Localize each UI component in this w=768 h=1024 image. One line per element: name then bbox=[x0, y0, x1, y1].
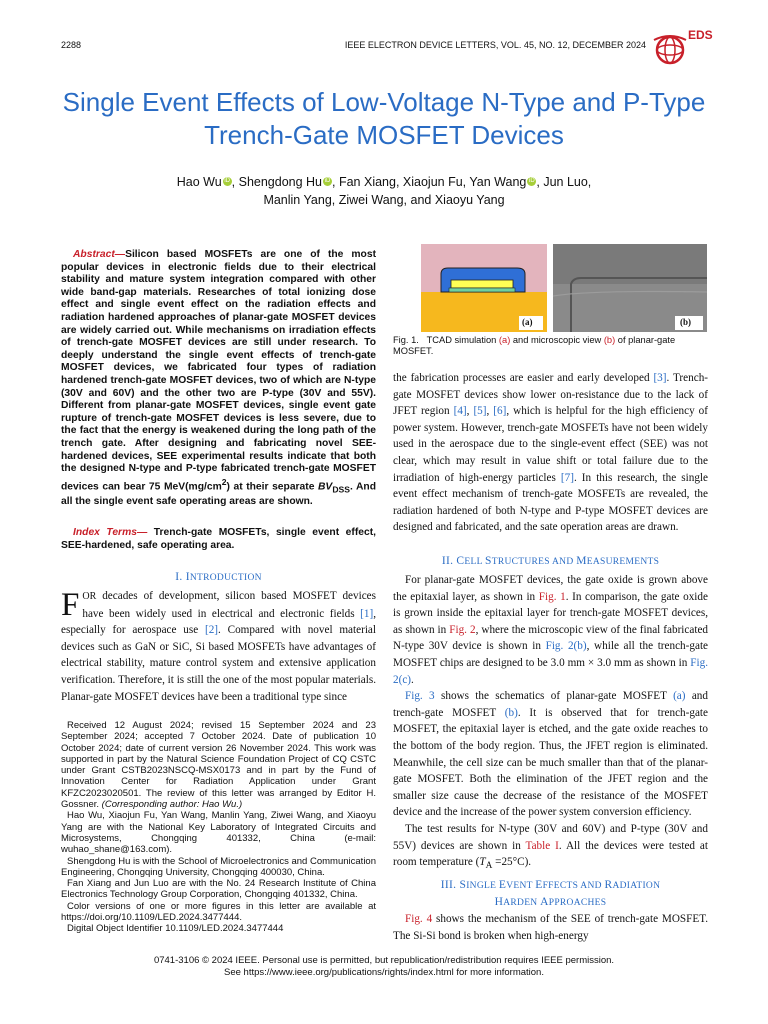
figure-1 bbox=[421, 244, 707, 332]
figure-ref-link[interactable]: Fig. 2 bbox=[449, 623, 476, 636]
page-number: 2288 bbox=[61, 40, 82, 50]
figure-ref-link[interactable]: Fig. 1 bbox=[538, 590, 566, 603]
figure-subref-link[interactable]: (a) bbox=[498, 335, 511, 345]
abstract-sub: DSS bbox=[332, 484, 350, 495]
orcid-icon[interactable]: iD bbox=[529, 178, 535, 184]
section-heading-introduction: I. INTRODUCTION bbox=[175, 571, 262, 583]
abstract: Abstract—Silicon based MOSFETs are one of the most popular devices in electronic fields due to their electrical stability and mature system integration compared with other wide band-gap materials. Researches of total ionizing dose effect and single event effect on the radiation effects and radiation hardened approaches of planar-gate MOSFET devices are widely carried out. While mechanisms on irradiation effects of trench-gate MOSFET devices are still under research. To deeply understand the single event effects of trench-gate MOSFET devices, we fabricated four types of radiation hardened trench-gate MOSFET devices, two of which are N-type (30V and 60V) and the other two are P-type (30V and 55V). Different from planar-gate MOSFET devices, single event gate rupture of trench-gate MOSFET devices is less severe, due to the fact that the energy is weakened during the long path of the trench gate. After designing and fabricating novel SEE-hardened devices, SEE experimental results indicate that both the designed N-type and P-type fabricated trench-gate MOSFET devices can bear 75 $MeV(mg/cm^2)$ at their separate $BV_{DSS}$. And all the single event safe operating areas are shown. bbox=[61, 249, 377, 507]
eds-logo-text: EDS bbox=[688, 28, 713, 42]
eds-logo bbox=[648, 28, 713, 72]
figure-1-caption: Fig. 1. TCAD simulation (a) and microscopic view (b) of planar-gate MOSFET. bbox=[393, 335, 676, 357]
figure-subref-link[interactable]: (b) bbox=[504, 706, 518, 719]
abstract-mid: ) at their separate bbox=[226, 481, 318, 493]
figure-ref-link[interactable]: Fig. 2(b) bbox=[545, 640, 587, 653]
introduction-text: FOR decades of development, silicon based MOSFET devices have been widely used in electrical and electronic fields [1], especially for aerospace use [2]. Compared with novel material devices such as GaN or SiC, Si based MOSFETs have advantages of electrical stability, mature control system and extensive application verification. Therefore, it is still the one of the most popular materials. Planar-gate MOSFET devices have been a traditional type since bbox=[61, 587, 376, 703]
figure-ref-link[interactable]: Fig. 2(c) bbox=[393, 656, 708, 686]
author-names: Fan Xiang, Xiaojun Fu, Yan Wang bbox=[338, 175, 527, 189]
figure-1-image bbox=[421, 244, 707, 332]
copyright-line: 0741-3106 © 2024 IEEE. Personal use is permitted, but republication/redistribution requires IEEE permission. bbox=[153, 955, 615, 966]
reference-link[interactable]: [5] bbox=[473, 405, 487, 418]
abstract-label: Abstract bbox=[73, 249, 115, 260]
drop-cap: F bbox=[61, 587, 80, 623]
section-2-text: For planar-gate MOSFET devices, the gate oxide is grown above the epitaxial layer, as shown in Fig. 1. In comparison, the gate oxide is grown inside the epitaxial layer for trench-gate MOSFET devices, as shown in Fig. 2, where the microscopic view of the final fabricated N-type 30V device is shown in Fig. 2(b), while all the trench-gate MOSFET chips are designed to be 3.0 mm × 3.0 mm as shown in Fig. 2(c). Fig. 3 shows the schematics of planar-gate MOSFET (a) and trench-gate MOSFET (b). It is observed that for trench-gate MOSFET, the epitaxial layer is etched, and the gate oxide reaches to the bottom of the body region. Thus, the JFET region is eliminated. Meanwhile, the cell size can be much smaller than that of the planar-gate MOSFET. Both the elimination of the JFET region and the smaller size cause the decrease of the resistance of the MOSFET device and the increase of the power system conversion efficiency. The test results for N-type (30V and 60V) and P-type (30V and 55V) devices are shown in Table I. All the devices were tested at room temperature $(T_A =25^\circ C)$. bbox=[393, 574, 709, 872]
reference-link[interactable]: [7] bbox=[560, 471, 574, 484]
reference-link[interactable]: [6] bbox=[493, 405, 507, 418]
abstract-end: . And all the single event safe operating areas are shown. bbox=[61, 481, 377, 507]
figure-1b-label: (b) bbox=[680, 317, 691, 327]
section-heading-cell-structures: II. CELL STRUCTURES AND MEASUREMENTS bbox=[441, 555, 660, 567]
reference-link[interactable]: [4] bbox=[453, 405, 467, 418]
figure-ref-link[interactable]: Fig. 4 bbox=[405, 913, 433, 925]
reference-link[interactable]: [3] bbox=[653, 372, 667, 384]
paper-title: Single Event Effects of Low-Voltage N-Type and P-Type Trench-Gate MOSFET Devices bbox=[62, 87, 706, 150]
copyright-notice bbox=[40, 955, 728, 979]
orcid-icon[interactable]: iD bbox=[324, 178, 331, 184]
figure-subref-link[interactable]: (a) bbox=[673, 690, 686, 703]
orcid-icon[interactable]: iD bbox=[224, 178, 230, 184]
reference-link[interactable]: [2] bbox=[204, 624, 219, 637]
author-list: Hao Wu iD , Shengdong Hu iD , Fan Xiang, Xiaojun Fu, Yan Wang iD , Jun Luo, Manlin Yang, Ziwei Wang, and Xiaoyu Yang bbox=[176, 175, 592, 207]
author-name: Jun Luo, bbox=[543, 175, 592, 189]
journal-header: IEEE ELECTRON DEVICE LETTERS, VOL. 45, NO. 12, DECEMBER 2024 bbox=[344, 40, 646, 50]
figure-subref-link[interactable]: (b) bbox=[603, 335, 616, 345]
abstract-bv: BV bbox=[318, 481, 333, 493]
author-line-2: Manlin Yang, Ziwei Wang, and Xiaoyu Yang bbox=[263, 193, 505, 207]
rights-link-line: See https://www.ieee.org/publications/rights/index.html for more information. bbox=[224, 967, 544, 978]
index-terms-text: Trench-gate MOSFETs, single event effect, SEE-hardened, safe operating area. bbox=[61, 527, 376, 551]
author-name: Hao Wu bbox=[176, 175, 222, 189]
reference-link[interactable]: [1] bbox=[360, 607, 374, 620]
index-terms: Index Terms— Trench-gate MOSFETs, single event effect, SEE-hardened, safe operating area. bbox=[61, 527, 376, 551]
intro-continuation-text: the fabrication processes are easier and early developed [3]. Trench-gate MOSFET devices show lower on-resistance due to the lack of JFET region [4], [5], [6], which is helpful for the high efficiency of power system. However, trench-gate MOSFETs have not been widely used in the aerospace due to the single-event effect (SEE) was not clear, which may result in value shift or total failure due to the irradiation of high-energy particles [7]. In this research, the single event effect mechanism of trench-gate MOSFETs are revealed, the radiation hardened of both N-type and P-type MOSFET devices are designed and fabricated, and the sate operation areas are drawn. bbox=[393, 372, 709, 534]
section-heading-single-event-effects: III. SINGLE EVENT EFFECTS AND RADIATION HARDEN APPROACHES bbox=[440, 879, 661, 908]
author-name: Shengdong Hu bbox=[238, 175, 323, 189]
figure-ref-link[interactable]: Fig. 3 bbox=[405, 690, 435, 703]
abstract-sup: 2 bbox=[221, 476, 227, 487]
abstract-text: Silicon based MOSFETs are one of the most popular devices in electronic fields due to their electrical stability and mature system integration compared with other wide band-gap materials. Researches of total ionizing dose effect and single event effect on the radiation effects and radiation hardened approaches of planar-gate MOSFET devices are widely carried out. While mechanisms on irradiation effects of trench-gate MOSFET devices are still under research. To deeply understand the single event effects of trench-gate MOSFET devices, we fabricated four types of radiation hardened trench-gate MOSFET devices, two of which are N-type (30V and 60V) and the other two are P-type (30V and 55V). Different from planar-gate MOSFET devices, single event gate rupture of trench-gate MOSFET devices is less severe, due to the fact that the energy is weakened during the long path of the trench gate. After designing and fabricating novel SEE-hardened devices, SEE experimental results indicate that both the designed N-type and P-type fabricated trench-gate MOSFET devices can bear 75 MeV(mg/cm bbox=[61, 249, 376, 493]
section-3-text: Fig. 4 shows the mechanism of the SEE of trench-gate MOSFET. The Si-Si bond is broken when high-energy bbox=[393, 913, 708, 942]
index-terms-label: Index Terms bbox=[73, 527, 137, 538]
figure-1a-label: (a) bbox=[522, 317, 533, 327]
footnote: Received 12 August 2024; revised 15 September 2024 and 23 September 2024; accepted 7 October 2024. Date of publication 10 October 2024; date of current version 26 November 2024. This work was supported in part by the Natural Science Foundation Project of CQ CSTC under Grant CSTB2023NSCQ-MSX0173 and in part by the Fund of Innovation Center for Radiation Application under Grant KFZC2023020501. The review of this letter was arranged by Editor H. Gossner. (Corresponding author: Hao Wu.) Hao Wu, Xiaojun Fu, Yan Wang, Manlin Yang, Ziwei Wang, and Xiaoyu Yang are with the National Key Laboratory of Integrated Circuits and Microsystems, Chongqing 401332, China (e-mail: wuhao_shane@163.com). Shengdong Hu is with the School of Microelectronics and Communication Engineering, Chongqing University, Chongqing 400030, China. Fan Xiang and Jun Luo are with the No. 24 Research Institute of China Electronics Technology Group Corporation, Chongqing 401332, China. Color versions of one or more figures in this letter are available at https://doi.org/10.1109/LED.2024.3477444. Digital Object Identifier 10.1109/LED.2024.3477444 bbox=[61, 720, 376, 935]
table-ref-link[interactable]: Table I bbox=[525, 839, 559, 852]
